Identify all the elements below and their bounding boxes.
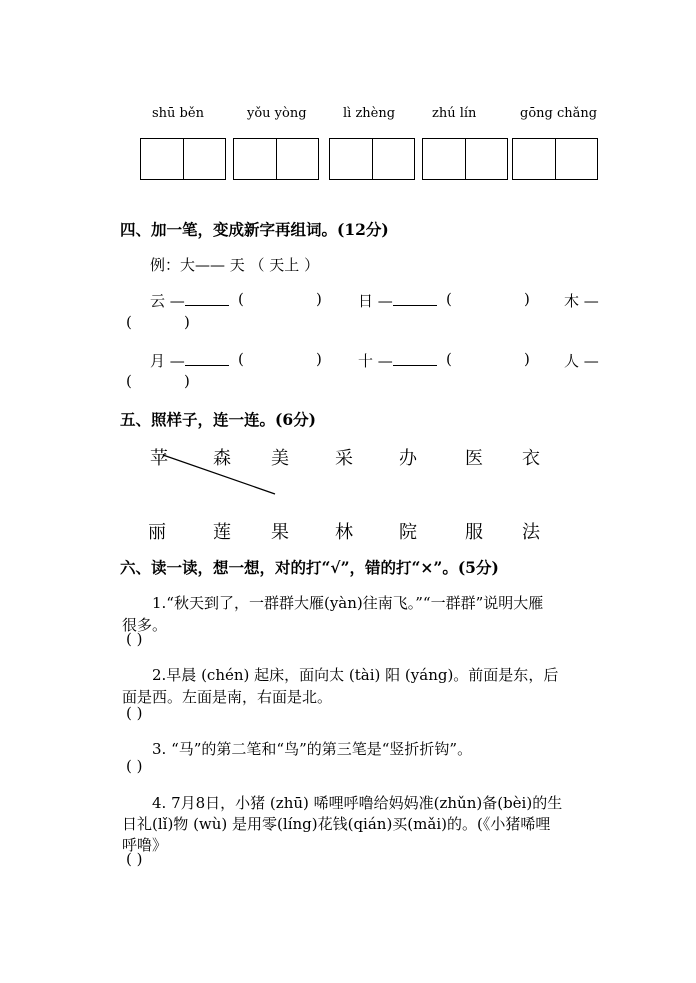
top-char-6[interactable]: 医 xyxy=(465,448,483,469)
row1-paren1-close: ) xyxy=(316,290,322,308)
top-char-3[interactable]: 美 xyxy=(271,448,289,469)
row1-paren3-close: ) xyxy=(184,313,190,331)
row2-item2: 十 — xyxy=(358,350,437,371)
q3-answer-paren[interactable]: ( ) xyxy=(126,757,143,775)
top-char-1[interactable]: 苹 xyxy=(150,448,168,469)
q3-line1: 3. “马”的第二笔和“鸟”的第三笔是“竖折折钩”。 xyxy=(152,740,473,758)
q4-line3: 呼噜》 xyxy=(122,836,168,854)
section4-example: 例：大—— 天 （ 天上 ） xyxy=(150,256,320,274)
row1-paren2-open: ( xyxy=(446,290,452,308)
row2-item3: 人 — xyxy=(564,352,599,370)
q2-answer-paren[interactable]: ( ) xyxy=(126,704,143,722)
row2-paren1-open: ( xyxy=(238,350,244,368)
top-char-4[interactable]: 采 xyxy=(335,448,353,469)
row1-item2: 日 — xyxy=(358,290,437,311)
row2-paren2-close: ) xyxy=(524,350,530,368)
row1-item3: 木 — xyxy=(564,292,599,310)
pinyin-label-4: zhú lín xyxy=(432,106,477,121)
q4-line1: 4. 7月8日，小猪 (zhū) 唏哩呼噜给妈妈准(zhǔn)备(bèi)的生 xyxy=(152,794,563,812)
row1-item1: 云 — xyxy=(150,290,229,311)
section6-heading: 六、读一读，想一想，对的打“√”，错的打“×”。(5分) xyxy=(120,558,499,577)
q1-line1: 1.“秋天到了，一群群大雁(yàn)往南飞。”“一群群”说明大雁 xyxy=(152,594,544,612)
q1-answer-paren[interactable]: ( ) xyxy=(126,630,143,648)
pinyin-label-1: shū běn xyxy=(152,106,204,121)
pinyin-label-2: yǒu yòng xyxy=(247,106,307,121)
row1-paren3-open: ( xyxy=(126,313,132,331)
bottom-char-4[interactable]: 林 xyxy=(335,522,353,543)
row1-paren2-close: ) xyxy=(524,290,530,308)
top-char-5[interactable]: 办 xyxy=(399,448,417,469)
bottom-char-1[interactable]: 丽 xyxy=(148,522,166,543)
row2-item1: 月 — xyxy=(150,350,229,371)
bottom-char-2[interactable]: 莲 xyxy=(213,522,231,543)
bottom-char-7[interactable]: 法 xyxy=(522,522,540,543)
bottom-char-3[interactable]: 果 xyxy=(271,522,289,543)
top-char-2[interactable]: 森 xyxy=(213,448,231,469)
pinyin-label-5: gōng chǎng xyxy=(520,106,598,121)
section4-heading: 四、加一笔，变成新字再组词。(12分) xyxy=(120,220,389,239)
row1-paren1-open: ( xyxy=(238,290,244,308)
row2-paren3-close: ) xyxy=(184,372,190,390)
q4-line2: 日礼(lǐ)物 (wù) 是用零(líng)花钱(qián)买(mǎi)的。(《小猪唏哩 xyxy=(122,815,551,833)
q2-line1: 2.早晨 (chén) 起床，面向太 (tài) 阳 (yáng)。前面是东，后 xyxy=(152,666,559,684)
q4-answer-paren[interactable]: ( ) xyxy=(126,850,143,868)
pinyin-label-3: lì zhèng xyxy=(343,106,396,121)
section5-heading: 五、照样子，连一连。(6分) xyxy=(120,410,316,429)
top-char-7[interactable]: 衣 xyxy=(522,448,540,469)
row2-paren1-close: ) xyxy=(316,350,322,368)
q2-line2: 面是西。左面是南，右面是北。 xyxy=(122,688,333,706)
bottom-char-6[interactable]: 服 xyxy=(465,522,483,543)
row2-paren3-open: ( xyxy=(126,372,132,390)
row2-paren2-open: ( xyxy=(446,350,452,368)
connector-line xyxy=(163,455,275,494)
bottom-char-5[interactable]: 院 xyxy=(399,522,417,543)
q1-line2: 很多。 xyxy=(122,616,168,634)
